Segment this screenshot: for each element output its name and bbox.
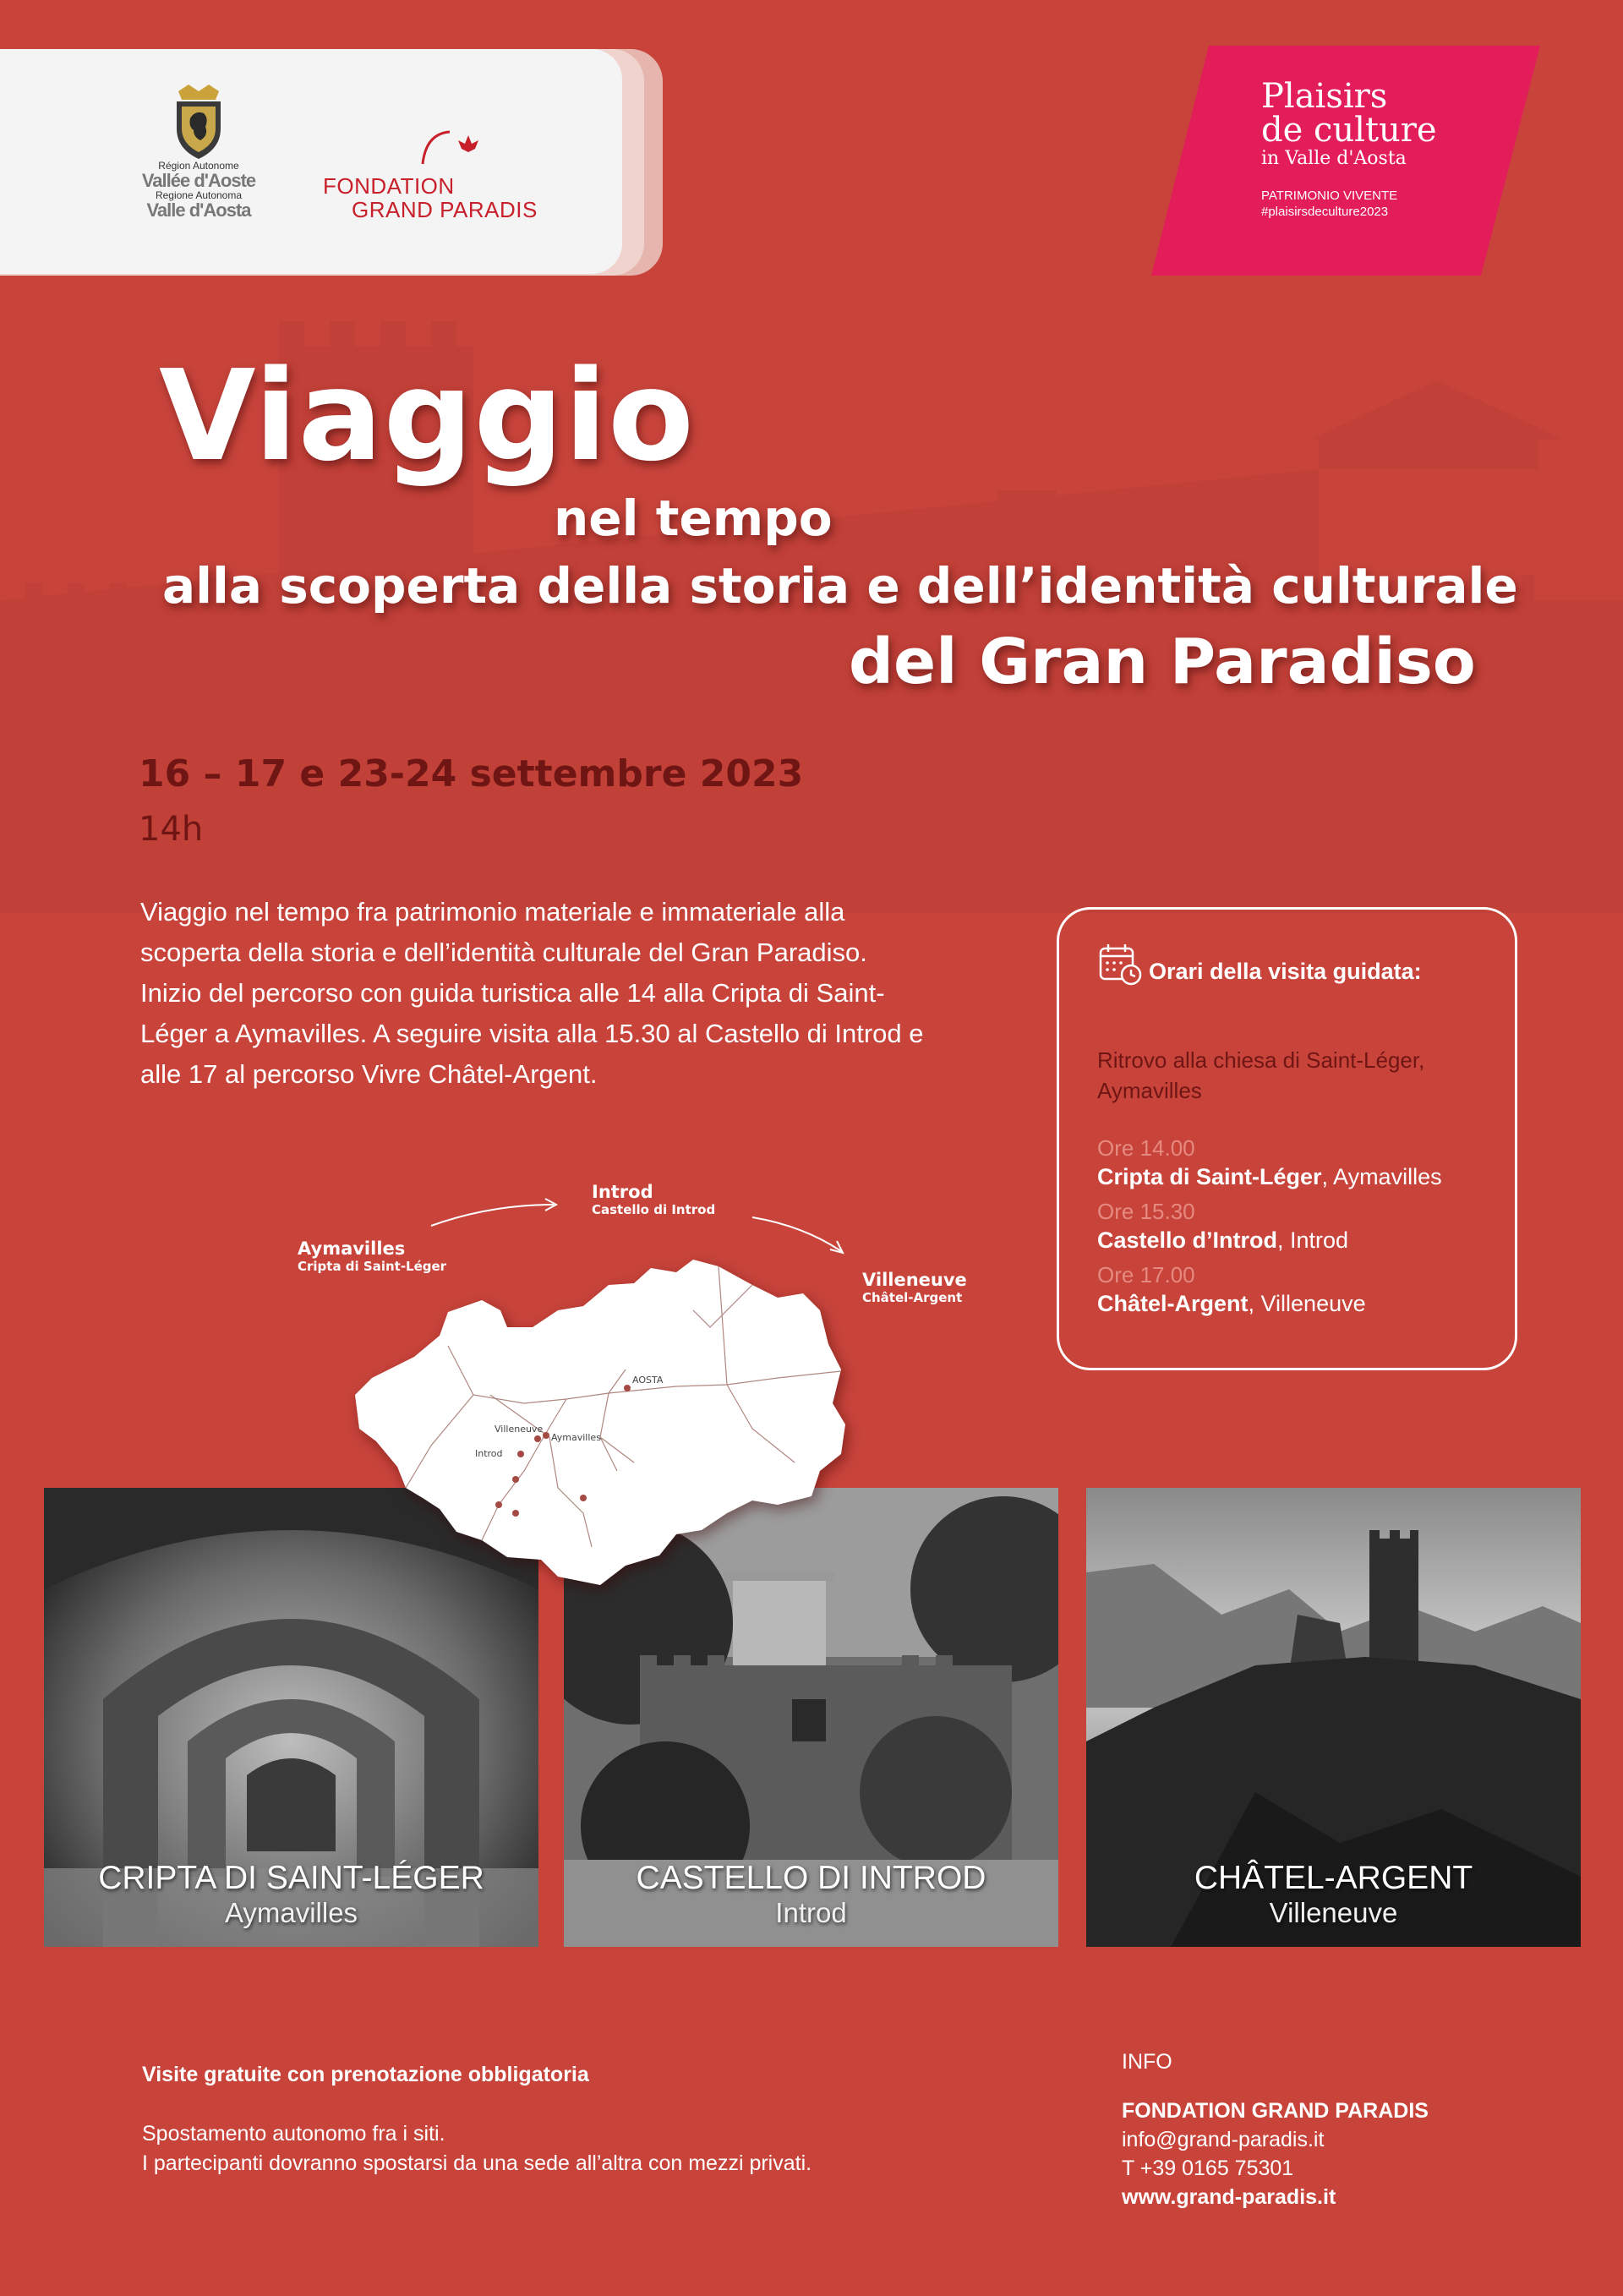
photo-title: CASTELLO DI INTROD — [636, 1860, 986, 1896]
schedule-place: Cripta di Saint-Léger — [1097, 1164, 1322, 1189]
map-text-villeneuve: Villeneuve — [495, 1424, 544, 1435]
fondation-line2: GRAND PARADIS — [352, 197, 538, 222]
region-shield-icon — [172, 85, 226, 161]
region-line3: Regione Autonoma — [155, 189, 243, 201]
photo-title: CRIPTA DI SAINT-LÉGER — [98, 1860, 484, 1896]
valle-d-aosta-map — [355, 1260, 879, 1589]
schedule-place: Castello d’Introd — [1097, 1227, 1278, 1253]
badge-subtitle: in Valle d'Aosta — [1261, 148, 1407, 169]
schedule-meeting-point: Ritrovo alla chiesa di Saint-Léger, Aymavilles — [1097, 1047, 1425, 1103]
region-logo — [127, 85, 270, 245]
schedule-item — [1097, 1197, 1503, 1255]
badge-title-1: Plaisirs — [1261, 77, 1388, 116]
schedule-item — [1097, 1134, 1503, 1191]
photo-location: Introd — [775, 1897, 847, 1928]
info-phone: T +39 0165 75301 — [1122, 2157, 1294, 2180]
map-town: Villeneuve — [862, 1270, 967, 1290]
title-line-3: del Gran Paradiso — [849, 626, 1476, 698]
map-site: Châtel-Argent — [862, 1290, 963, 1305]
fondation-grand-paradis-logo — [323, 127, 568, 228]
map-text-aymavilles: Aymavilles — [551, 1432, 601, 1443]
schedule-time: Ore 14.00 — [1097, 1135, 1195, 1161]
photo-location: Villeneuve — [1269, 1897, 1398, 1928]
event-hour: 14h — [139, 810, 204, 849]
title-line-1: nel tempo — [554, 489, 833, 547]
schedule-place: Châtel-Argent — [1097, 1291, 1249, 1316]
fondation-mark-icon — [416, 125, 484, 167]
badge-tag-2: #plaisirsdeculture2023 — [1261, 205, 1389, 219]
plaisirs-de-culture-badge — [1151, 46, 1540, 276]
map-label-introd — [592, 1182, 715, 1217]
photo-title: CHÂTEL-ARGENT — [1194, 1860, 1473, 1896]
region-line2: Vallée d'Aoste — [141, 170, 256, 191]
region-line1: Région Autonome — [158, 160, 239, 172]
schedule-box — [1057, 907, 1517, 1370]
event-description: Viaggio nel tempo fra patrimonio materiale e immateriale alla scoperta della storia e dell’identità culturale del Gran Paradiso. Inizio del percorso con guida turistica alle 14 alla Cripta di Saint-Léger a Aymavilles. A seguire visita alla 15.30 al Castello di Introd e alle 17 al percorso Vivre Châtel-Argent. — [140, 897, 924, 1089]
schedule-title: Orari della visita guidata: — [1149, 959, 1422, 984]
map-site: Cripta di Saint-Léger — [298, 1259, 447, 1274]
map-town: Aymavilles — [298, 1238, 406, 1259]
schedule-town: , Villeneuve — [1248, 1291, 1366, 1316]
photo-location: Aymavilles — [224, 1897, 358, 1928]
schedule-town: , Introd — [1277, 1227, 1349, 1253]
schedule-item — [1097, 1260, 1503, 1318]
title-line-2: alla scoperta della storia e dell’identità culturale — [162, 557, 1518, 615]
fondation-line1: FONDATION — [323, 173, 455, 199]
info-heading: INFO — [1122, 2050, 1172, 2074]
map-site: Castello di Introd — [592, 1202, 716, 1217]
info-email-link[interactable]: info@grand-paradis.it — [1122, 2128, 1325, 2151]
route-map — [287, 1167, 1048, 1589]
badge-tag-1: PATRIMONIO VIVENTE — [1261, 189, 1398, 203]
travel-note-2: I partecipanti dovranno spostarsi da una sede all’altra con mezzi privati. — [142, 2151, 812, 2175]
map-text-aosta: AOSTA — [632, 1375, 664, 1386]
photo-chatel-argent — [1086, 1488, 1581, 1947]
map-text-introd: Introd — [475, 1448, 503, 1459]
free-visits-note: Visite gratuite con prenotazione obbligatoria — [142, 2063, 589, 2086]
info-organization: FONDATION GRAND PARADIS — [1122, 2099, 1429, 2123]
badge-title-2: de culture — [1261, 111, 1437, 150]
event-dates: 16 – 17 e 23-24 settembre 2023 — [139, 752, 804, 795]
schedule-town: , Aymavilles — [1321, 1164, 1442, 1189]
schedule-time: Ore 15.30 — [1097, 1199, 1195, 1224]
calendar-clock-icon — [1098, 942, 1144, 987]
map-town: Introd — [592, 1182, 653, 1202]
travel-note-1: Spostamento autonomo fra i siti. — [142, 2122, 445, 2146]
region-line4: Valle d'Aosta — [146, 200, 251, 221]
schedule-time: Ore 17.00 — [1097, 1262, 1195, 1287]
info-block — [1122, 2047, 1429, 2211]
title-main: Viaggio — [159, 343, 695, 489]
info-website-link[interactable]: www.grand-paradis.it — [1122, 2185, 1336, 2209]
